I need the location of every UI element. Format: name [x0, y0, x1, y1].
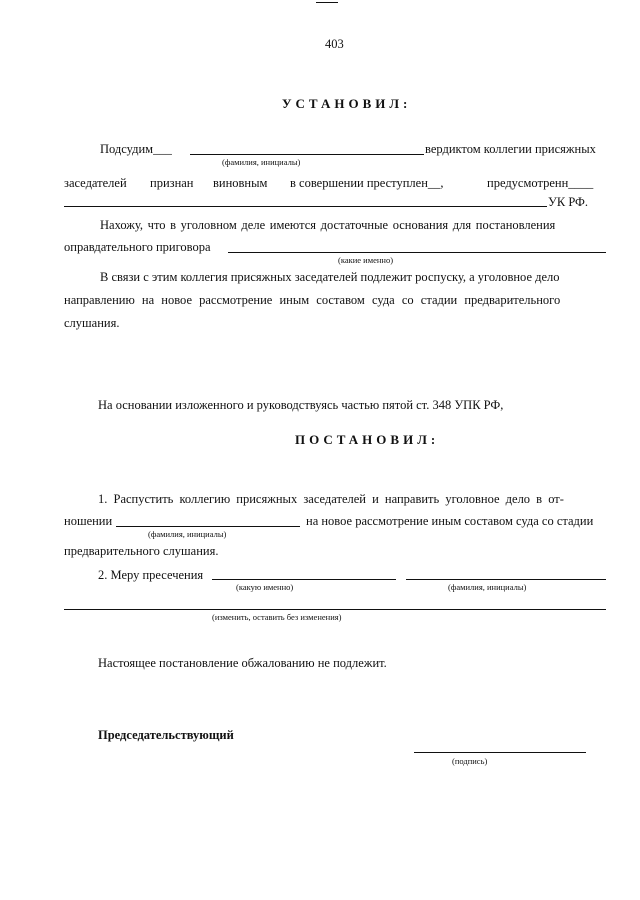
p1-word-priznan: признан — [150, 176, 194, 190]
p1-word-vinovnym: виновным — [213, 176, 268, 190]
item1-word-otnoshenii: ношении — [64, 514, 113, 528]
p3-line1: В связи с этим коллегия присяжных заседателей подлежит роспуску, а уголовное дело — [100, 270, 560, 284]
final-line: Настоящее постановление обжалованию не подлежит. — [98, 656, 387, 670]
p3-line2: направлению на новое рассмотрение иным составом суда со стадии предварительного — [64, 293, 561, 307]
verdict-text: вердиктом коллегии присяжных — [425, 142, 596, 156]
signature-blank — [414, 752, 586, 753]
p2-line2: оправдательного приговора — [64, 240, 211, 254]
p1-word-provided: предусмотренн____ — [487, 176, 594, 190]
p1-word-zasedateley: заседателей — [64, 176, 127, 190]
signature-caption: (подпись) — [452, 756, 488, 766]
defendant-name-blank — [190, 154, 424, 155]
change-blank — [64, 609, 606, 610]
p1-word-crime: в совершении преступлен__, — [290, 176, 444, 190]
p2-line1: Нахожу, что в уголовном деле имеются достаточные основания для постановления — [100, 218, 556, 232]
item1-name-blank — [116, 526, 300, 527]
item1-line2-rest: на новое рассмотрение иным составом суда со стадии — [306, 514, 594, 528]
presiding-judge-label: Председательствующий — [98, 728, 234, 742]
p3-line3: слушания. — [64, 316, 120, 330]
heading-postanovil: ПОСТАНОВИЛ: — [295, 432, 440, 447]
measure-blank — [212, 579, 396, 580]
item1-name-caption: (фамилия, инициалы) — [148, 529, 227, 539]
page-number: 403 — [325, 37, 344, 51]
grounds-caption: (какие именно) — [338, 255, 394, 265]
uk-rf-text: УК РФ. — [548, 195, 589, 209]
item2-line1: 2. Меру пресечения — [98, 568, 204, 582]
item1-line3: предварительного слушания. — [64, 544, 219, 558]
item1-line1: 1. Распустить коллегию присяжных заседателей и направить уголовное дело в от- — [98, 492, 564, 506]
defendant-label: Подсудим___ — [100, 142, 172, 156]
article-blank — [64, 206, 547, 207]
change-caption: (изменить, оставить без изменения) — [212, 612, 342, 622]
heading-ustanovil: УСТАНОВИЛ: — [282, 96, 412, 111]
grounds-blank — [228, 252, 606, 253]
measure-caption: (какую именно) — [236, 582, 294, 592]
basis-line: На основании изложенного и руководствуясь частью пятой ст. 348 УПК РФ, — [98, 398, 504, 412]
top-rule — [316, 2, 338, 3]
item2-name-caption: (фамилия, инициалы) — [448, 582, 527, 592]
defendant-name-caption: (фамилия, инициалы) — [222, 157, 301, 167]
item2-name-blank — [406, 579, 606, 580]
